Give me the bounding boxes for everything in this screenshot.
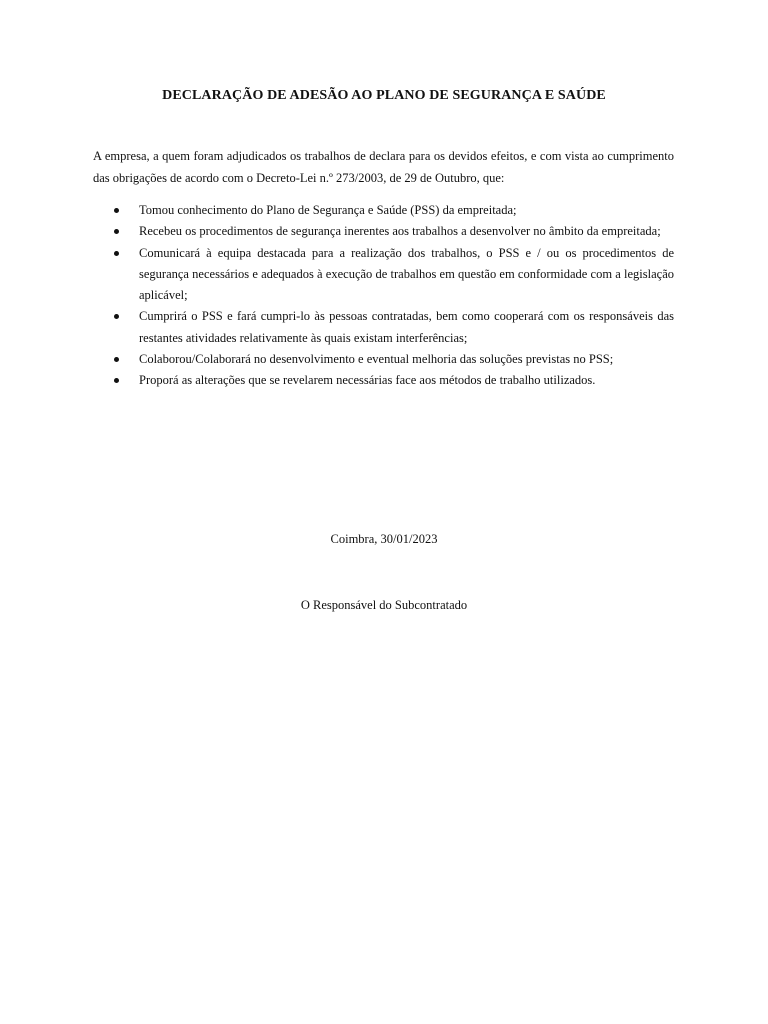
list-item-text: Tomou conhecimento do Plano de Segurança e Saúde (PSS) da empreitada; (139, 203, 517, 217)
list-item-text: Recebeu os procedimentos de segurança inerentes aos trabalhos a desenvolver no âmbito da empreitada; (139, 224, 661, 239)
document-title: DECLARAÇÃO DE ADESÃO AO PLANO DE SEGURANÇA E SAÚDE (162, 88, 606, 103)
declaration-list (93, 200, 674, 392)
bullet-icon (114, 208, 119, 213)
list-item (93, 306, 674, 349)
list-item (93, 200, 674, 221)
list-item-text: Proporá as alterações que se revelarem necessárias face aos métodos de trabalho utilizados. (139, 373, 596, 388)
list-item-text: Comunicará à equipa destacada para a realização dos trabalhos, o PSS e / ou os procedimentos de segurança necessários e adequados à execução de trabalhos em questão em conformidade com a legislação aplicável; (139, 245, 674, 303)
list-item (93, 349, 674, 370)
list-item-text: Cumprirá o PSS e fará cumpri-lo às pessoas contratadas, bem como cooperará com os responsáveis das restantes atividades relativamente às quais existam interferências; (139, 309, 674, 345)
bullet-icon (114, 314, 119, 319)
signature-label: O Responsável do Subcontratado (300, 598, 468, 612)
list-item (93, 243, 674, 307)
bullet-icon (114, 357, 119, 362)
list-item-text: Colaborou/Colaborará no desenvolvimento e eventual melhoria das soluções previstas no PSS; (139, 352, 614, 367)
list-item (93, 370, 674, 391)
bullet-icon (114, 229, 119, 234)
list-item (93, 221, 674, 242)
bullet-icon (114, 251, 119, 256)
bullet-icon (114, 378, 119, 383)
place-date: Coimbra, 30/01/2023 (330, 532, 438, 546)
intro-paragraph: A empresa, a quem foram adjudicados os trabalhos de declara para os devidos efeitos, e com vista ao cumprimento das obrigações de acordo com o Decreto-Lei n.º 273/2003, de 29 de Outubro, que: (93, 149, 674, 185)
